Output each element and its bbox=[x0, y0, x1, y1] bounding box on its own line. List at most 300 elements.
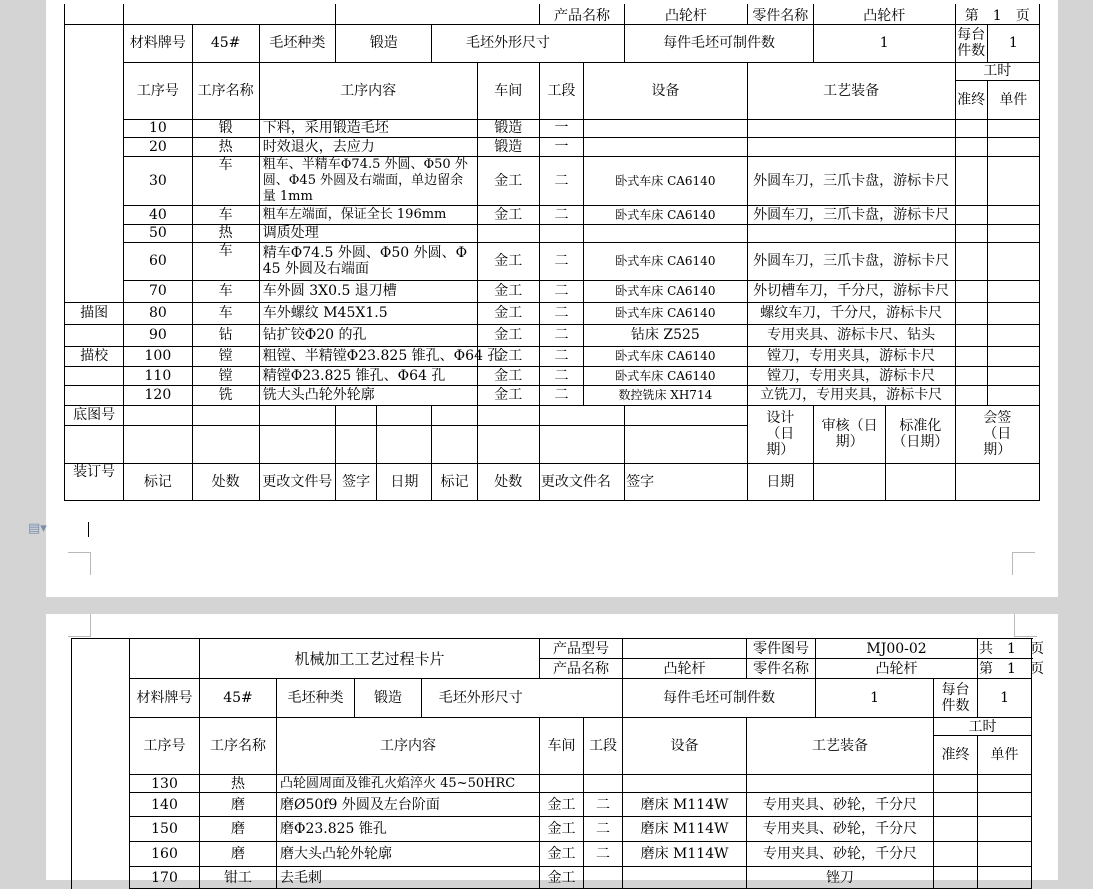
op-equipment: 卧式车床 CA6140 bbox=[584, 366, 748, 385]
op-equipment: 卧式车床 CA6140 bbox=[584, 242, 748, 280]
op-workshop bbox=[540, 775, 584, 793]
header-op-no: 工序号 bbox=[130, 718, 200, 775]
op-section: 二 bbox=[539, 366, 583, 385]
margin-cell bbox=[65, 24, 124, 62]
blank-type-value: 锻造 bbox=[336, 24, 432, 62]
op-unit bbox=[987, 324, 1039, 346]
blank-cell bbox=[124, 425, 192, 463]
op-section: 二 bbox=[584, 793, 623, 817]
op-unit bbox=[987, 242, 1039, 280]
op-workshop: 金工 bbox=[477, 324, 539, 346]
blank-size-label: 毛坯外形尺寸 bbox=[432, 24, 584, 62]
op-prep bbox=[955, 302, 987, 324]
op-no: 160 bbox=[130, 842, 200, 867]
blank-cell bbox=[192, 405, 259, 425]
op-content: 凸轮圆周面及锥孔火焰淬火 45~50HRC bbox=[277, 775, 540, 793]
table-row bbox=[65, 242, 1040, 280]
page-corner-mark bbox=[1014, 614, 1037, 637]
header-prep: 准终 bbox=[955, 80, 987, 119]
product-name-label: 产品名称 bbox=[540, 659, 623, 679]
op-name: 热 bbox=[192, 224, 259, 242]
op-tooling: 专用夹具、游标卡尺、钻头 bbox=[747, 324, 955, 346]
footer-date: 日期 bbox=[377, 463, 432, 500]
blank-size-value bbox=[584, 24, 625, 62]
op-prep bbox=[955, 205, 987, 224]
op-tooling: 外圆车刀，三爪卡盘，游标卡尺 bbox=[747, 205, 955, 224]
op-workshop: 金工 bbox=[540, 867, 584, 889]
margin-cell bbox=[65, 137, 124, 156]
header-unit: 单件 bbox=[987, 80, 1039, 119]
footer-count: 处数 bbox=[192, 463, 259, 500]
op-unit bbox=[978, 842, 1032, 867]
header-workshop: 车间 bbox=[477, 62, 539, 119]
op-content: 磨Ø50f9 外圆及左台阶面 bbox=[277, 793, 540, 817]
op-prep bbox=[934, 817, 978, 842]
header-section: 工段 bbox=[539, 62, 583, 119]
blank-cell bbox=[625, 405, 748, 425]
blank-size-value bbox=[540, 679, 623, 718]
table-row bbox=[72, 817, 1032, 842]
op-no: 40 bbox=[124, 205, 192, 224]
op-no: 100 bbox=[124, 346, 192, 366]
page-number: 第 1 页 bbox=[979, 660, 1044, 677]
op-content: 磨Φ23.825 锥孔 bbox=[277, 817, 540, 842]
part-name-value: 凸轮杆 bbox=[816, 659, 978, 679]
blank-cell bbox=[955, 463, 1039, 500]
header-op-content: 工序内容 bbox=[277, 718, 540, 775]
blank-cell bbox=[886, 463, 955, 500]
op-tooling bbox=[747, 119, 955, 137]
op-workshop: 金工 bbox=[477, 366, 539, 385]
op-tooling bbox=[747, 775, 934, 793]
material-label: 材料牌号 bbox=[124, 24, 192, 62]
op-workshop: 金工 bbox=[540, 817, 584, 842]
op-name: 钳工 bbox=[200, 867, 277, 889]
op-equipment bbox=[584, 137, 748, 156]
per-machine-label: 每台件数 bbox=[955, 24, 987, 62]
op-equipment: 钻床 Z525 bbox=[584, 324, 748, 346]
op-content: 车外圆 3X0.5 退刀槽 bbox=[259, 280, 477, 302]
document-page-2 bbox=[46, 614, 1058, 886]
op-section: 二 bbox=[584, 842, 623, 867]
op-section bbox=[539, 224, 583, 242]
margin-cell bbox=[65, 242, 124, 280]
margin-cell bbox=[65, 205, 124, 224]
op-workshop: 金工 bbox=[477, 242, 539, 280]
op-no: 110 bbox=[124, 366, 192, 385]
blank-cell bbox=[539, 405, 624, 425]
margin-cell bbox=[72, 679, 130, 718]
op-unit bbox=[978, 867, 1032, 889]
op-section: 二 bbox=[539, 324, 583, 346]
margin-cell bbox=[65, 224, 124, 242]
margin-cell bbox=[65, 80, 124, 119]
op-prep bbox=[955, 242, 987, 280]
op-tooling: 立铣刀，专用夹具，游标卡尺 bbox=[747, 385, 955, 405]
table-row bbox=[72, 867, 1032, 889]
table-row bbox=[65, 156, 1040, 205]
op-section bbox=[584, 775, 623, 793]
op-name: 铣 bbox=[192, 385, 259, 405]
blank-type-value: 锻造 bbox=[355, 679, 422, 718]
op-no: 170 bbox=[130, 867, 200, 889]
op-name: 镗 bbox=[192, 346, 259, 366]
side-checking-label: 描校 bbox=[65, 346, 124, 366]
margin-cell bbox=[65, 156, 124, 205]
op-content: 调质处理 bbox=[259, 224, 477, 242]
op-equipment bbox=[623, 775, 747, 793]
blank-cell bbox=[539, 425, 624, 463]
header-op-name: 工序名称 bbox=[200, 718, 277, 775]
table-row bbox=[65, 119, 1040, 137]
product-model-label: 产品型号 bbox=[540, 639, 623, 659]
op-tooling: 外切槽车刀，千分尺，游标卡尺 bbox=[747, 280, 955, 302]
op-section: 一 bbox=[539, 137, 583, 156]
op-name: 热 bbox=[200, 775, 277, 793]
margin-cell bbox=[72, 718, 130, 736]
op-equipment: 卧式车床 CA6140 bbox=[584, 205, 748, 224]
op-content: 精镗Φ23.825 锥孔、Φ64 孔 bbox=[259, 366, 477, 385]
op-section: 二 bbox=[539, 385, 583, 405]
margin-cell bbox=[72, 842, 130, 867]
product-name-label: 产品名称 bbox=[539, 4, 624, 24]
op-unit bbox=[987, 346, 1039, 366]
op-unit bbox=[987, 205, 1039, 224]
side-drawing-label: 描图 bbox=[65, 302, 124, 324]
op-content: 时效退火，去应力 bbox=[259, 137, 477, 156]
table-row bbox=[65, 346, 1040, 366]
op-prep bbox=[934, 842, 978, 867]
per-machine-value: 1 bbox=[978, 679, 1032, 718]
part-name-value: 凸轮杆 bbox=[813, 4, 955, 24]
op-name: 锻 bbox=[192, 119, 259, 137]
blank-cell bbox=[813, 463, 885, 500]
countersign-date-label: 会签（日期） bbox=[955, 405, 1039, 463]
footer-count-2: 处数 bbox=[477, 463, 539, 500]
header-equipment: 设备 bbox=[584, 62, 748, 119]
margin-cell bbox=[65, 119, 124, 137]
op-prep bbox=[955, 119, 987, 137]
op-prep bbox=[955, 137, 987, 156]
op-workshop: 锻造 bbox=[477, 137, 539, 156]
op-no: 60 bbox=[124, 242, 192, 280]
op-name: 车 bbox=[192, 242, 259, 280]
margin-cell bbox=[65, 324, 124, 346]
product-model-value bbox=[623, 639, 747, 659]
op-prep bbox=[955, 346, 987, 366]
op-workshop: 金工 bbox=[540, 793, 584, 817]
blank-type-label: 毛坯种类 bbox=[277, 679, 355, 718]
part-drawing-value: MJ00-02 bbox=[816, 639, 978, 659]
op-workshop: 金工 bbox=[477, 156, 539, 205]
op-equipment: 卧式车床 CA6140 bbox=[584, 302, 748, 324]
op-workshop bbox=[477, 224, 539, 242]
page-corner-mark bbox=[68, 552, 91, 575]
op-content: 下料，采用锻造毛坯 bbox=[259, 119, 477, 137]
per-blank-value: 1 bbox=[816, 679, 934, 718]
header-op-no: 工序号 bbox=[124, 62, 192, 119]
op-section: 二 bbox=[539, 302, 583, 324]
blank-cell bbox=[625, 425, 748, 463]
table-row bbox=[65, 205, 1040, 224]
op-prep bbox=[955, 280, 987, 302]
op-unit bbox=[987, 119, 1039, 137]
op-name: 热 bbox=[192, 137, 259, 156]
header-op-name: 工序名称 bbox=[192, 62, 259, 119]
margin-cell bbox=[65, 425, 124, 463]
table-row bbox=[65, 224, 1040, 242]
logo-cell bbox=[130, 639, 200, 679]
op-tooling bbox=[747, 224, 955, 242]
process-card-table-2 bbox=[71, 638, 1044, 889]
footer-change-doc-2: 更改文件名 bbox=[539, 463, 624, 500]
blank-cell bbox=[377, 425, 432, 463]
footer-mark: 标记 bbox=[124, 463, 192, 500]
op-equipment: 数控铣床 XH714 bbox=[584, 385, 748, 405]
process-card-table-1 bbox=[64, 4, 1040, 501]
header-section: 工段 bbox=[584, 718, 623, 775]
blank-type-label: 毛坯种类 bbox=[259, 24, 335, 62]
footer-sign: 签字 bbox=[336, 463, 377, 500]
op-name: 车 bbox=[192, 280, 259, 302]
table-row bbox=[65, 385, 1040, 405]
product-name-value: 凸轮杆 bbox=[623, 659, 747, 679]
op-content: 粗车左端面，保证全长 196mm bbox=[259, 205, 477, 224]
op-equipment bbox=[623, 867, 747, 889]
op-unit bbox=[978, 775, 1032, 793]
op-name: 镗 bbox=[192, 366, 259, 385]
header-hours: 工时 bbox=[955, 62, 1039, 80]
footer-mark-2: 标记 bbox=[432, 463, 477, 500]
op-prep bbox=[934, 775, 978, 793]
material-value: 45# bbox=[192, 24, 259, 62]
op-equipment bbox=[584, 224, 748, 242]
op-tooling: 专用夹具、砂轮，千分尺 bbox=[747, 793, 934, 817]
op-workshop: 金工 bbox=[477, 385, 539, 405]
table-row bbox=[65, 302, 1040, 324]
table-row bbox=[72, 842, 1032, 867]
op-content: 磨大头凸轮外轮廓 bbox=[277, 842, 540, 867]
blank-size-label: 毛坯外形尺寸 bbox=[422, 679, 540, 718]
table-row bbox=[65, 366, 1040, 385]
op-name: 磨 bbox=[200, 793, 277, 817]
blank-cell bbox=[192, 425, 259, 463]
margin-cell bbox=[72, 867, 130, 889]
side-binding-no-label: 装订号 bbox=[65, 463, 124, 500]
op-unit bbox=[987, 302, 1039, 324]
product-name-value: 凸轮杆 bbox=[625, 4, 748, 24]
per-blank-label: 每件毛坯可制件数 bbox=[623, 679, 816, 718]
header-tooling: 工艺装备 bbox=[747, 718, 934, 775]
op-workshop: 锻造 bbox=[477, 119, 539, 137]
op-section bbox=[584, 867, 623, 889]
op-tooling: 专用夹具、砂轮，千分尺 bbox=[747, 842, 934, 867]
op-name: 钻 bbox=[192, 324, 259, 346]
op-unit bbox=[987, 385, 1039, 405]
card-title: 机械加工工艺过程卡片 bbox=[200, 639, 540, 679]
op-prep bbox=[955, 385, 987, 405]
op-content: 钻扩铰Φ20 的孔 bbox=[259, 324, 477, 346]
op-no: 30 bbox=[124, 156, 192, 205]
footer-sign-2: 签字 bbox=[625, 463, 748, 500]
op-unit bbox=[987, 156, 1039, 205]
margin-cell bbox=[65, 366, 124, 385]
table-row bbox=[65, 137, 1040, 156]
op-tooling: 专用夹具、砂轮，千分尺 bbox=[747, 817, 934, 842]
header-hours: 工时 bbox=[934, 718, 1032, 736]
margin-cell bbox=[65, 4, 124, 24]
op-section: 二 bbox=[539, 242, 583, 280]
margin-cell bbox=[72, 639, 130, 679]
op-no: 90 bbox=[124, 324, 192, 346]
material-label: 材料牌号 bbox=[130, 679, 200, 718]
page-corner-mark bbox=[1012, 552, 1035, 575]
table-row bbox=[65, 280, 1040, 302]
op-unit bbox=[978, 793, 1032, 817]
op-unit bbox=[978, 817, 1032, 842]
paragraph-mark-icon[interactable]: ▤▾ bbox=[28, 521, 47, 536]
blank-cell bbox=[259, 425, 335, 463]
table-row bbox=[72, 775, 1032, 793]
op-equipment: 卧式车床 CA6140 bbox=[584, 280, 748, 302]
op-no: 20 bbox=[124, 137, 192, 156]
header-workshop: 车间 bbox=[540, 718, 584, 775]
op-unit bbox=[987, 280, 1039, 302]
op-prep bbox=[934, 867, 978, 889]
op-unit bbox=[987, 137, 1039, 156]
per-blank-label: 每件毛坯可制件数 bbox=[625, 24, 814, 62]
header-unit: 单件 bbox=[978, 736, 1032, 775]
part-name-label: 零件名称 bbox=[747, 4, 813, 24]
op-section: 一 bbox=[539, 119, 583, 137]
per-machine-value: 1 bbox=[987, 24, 1039, 62]
op-name: 磨 bbox=[200, 842, 277, 867]
blank-cell bbox=[432, 405, 477, 425]
op-content: 精车Φ74.5 外圆、Φ50 外圆、Φ45 外圆及右端面 bbox=[259, 242, 477, 280]
total-pages: 共 1 页 bbox=[979, 640, 1044, 657]
op-section: 二 bbox=[539, 156, 583, 205]
blank-cell bbox=[124, 405, 192, 425]
blank-cell bbox=[336, 4, 540, 24]
part-drawing-label: 零件图号 bbox=[747, 639, 816, 659]
op-tooling: 锉刀 bbox=[747, 867, 934, 889]
op-workshop: 金工 bbox=[540, 842, 584, 867]
blank-cell bbox=[477, 425, 539, 463]
op-prep bbox=[955, 366, 987, 385]
per-machine-label: 每台件数 bbox=[934, 679, 978, 718]
margin-cell bbox=[72, 817, 130, 842]
page-number: 第 1 页 bbox=[955, 4, 1039, 24]
blank-cell bbox=[432, 425, 477, 463]
side-base-no-label: 底图号 bbox=[65, 405, 124, 425]
table-row bbox=[65, 324, 1040, 346]
margin-cell bbox=[72, 736, 130, 775]
header-op-content: 工序内容 bbox=[259, 62, 477, 119]
op-content: 粗车、半精车Φ74.5 外圆、Φ50 外圆、Φ45 外圆及右端面，单边留余量 1mm bbox=[259, 156, 477, 205]
op-tooling bbox=[747, 137, 955, 156]
op-prep bbox=[955, 324, 987, 346]
op-no: 140 bbox=[130, 793, 200, 817]
op-section: 二 bbox=[584, 817, 623, 842]
op-content: 铣大头凸轮外轮廓 bbox=[259, 385, 477, 405]
op-name: 车 bbox=[192, 205, 259, 224]
op-section: 二 bbox=[539, 346, 583, 366]
margin-cell bbox=[65, 385, 124, 405]
header-prep: 准终 bbox=[934, 736, 978, 775]
op-content: 粗镗、半精镗Φ23.825 锥孔、Φ64 孔 bbox=[259, 346, 477, 366]
op-unit bbox=[987, 366, 1039, 385]
op-no: 50 bbox=[124, 224, 192, 242]
op-no: 10 bbox=[124, 119, 192, 137]
op-prep bbox=[955, 156, 987, 205]
op-no: 70 bbox=[124, 280, 192, 302]
blank-cell bbox=[336, 405, 377, 425]
op-equipment: 磨床 M114W bbox=[623, 842, 747, 867]
margin-cell bbox=[65, 280, 124, 302]
op-no: 130 bbox=[130, 775, 200, 793]
footer-date-2: 日期 bbox=[747, 463, 813, 500]
op-workshop: 金工 bbox=[477, 302, 539, 324]
op-workshop: 金工 bbox=[477, 346, 539, 366]
footer-change-doc: 更改文件号 bbox=[259, 463, 335, 500]
material-value: 45# bbox=[200, 679, 277, 718]
op-workshop: 金工 bbox=[477, 280, 539, 302]
blank-cell bbox=[377, 405, 432, 425]
review-date-label: 审核（日期） bbox=[813, 405, 885, 463]
op-equipment bbox=[584, 119, 748, 137]
margin-cell bbox=[72, 793, 130, 817]
op-name: 车 bbox=[192, 156, 259, 205]
op-tooling: 镗刀，专用夹具，游标卡尺 bbox=[747, 366, 955, 385]
op-tooling: 外圆车刀，三爪卡盘，游标卡尺 bbox=[747, 242, 955, 280]
op-tooling: 外圆车刀，三爪卡盘，游标卡尺 bbox=[747, 156, 955, 205]
blank-cell bbox=[259, 405, 335, 425]
header-tooling: 工艺装备 bbox=[747, 62, 955, 119]
per-blank-value: 1 bbox=[813, 24, 955, 62]
op-no: 150 bbox=[130, 817, 200, 842]
op-content: 去毛刺 bbox=[277, 867, 540, 889]
standard-date-label: 标准化（日期） bbox=[886, 405, 955, 463]
part-name-label: 零件名称 bbox=[747, 659, 816, 679]
title-cell bbox=[124, 4, 336, 24]
op-unit bbox=[987, 224, 1039, 242]
op-section: 二 bbox=[539, 205, 583, 224]
op-workshop: 金工 bbox=[477, 205, 539, 224]
margin-cell bbox=[72, 775, 130, 793]
table-row bbox=[72, 793, 1032, 817]
op-section: 二 bbox=[539, 280, 583, 302]
op-equipment: 磨床 M114W bbox=[623, 817, 747, 842]
text-cursor bbox=[88, 522, 89, 537]
blank-cell bbox=[477, 405, 539, 425]
op-tooling: 镗刀，专用夹具，游标卡尺 bbox=[747, 346, 955, 366]
op-equipment: 卧式车床 CA6140 bbox=[584, 156, 748, 205]
header-equipment: 设备 bbox=[623, 718, 747, 775]
op-prep bbox=[955, 224, 987, 242]
op-equipment: 磨床 M114W bbox=[623, 793, 747, 817]
op-content: 车外螺纹 M45X1.5 bbox=[259, 302, 477, 324]
op-name: 车 bbox=[192, 302, 259, 324]
op-no: 120 bbox=[124, 385, 192, 405]
margin-cell bbox=[65, 62, 124, 80]
design-date-label: 设计（日期） bbox=[747, 405, 813, 463]
op-tooling: 螺纹车刀，千分尺，游标卡尺 bbox=[747, 302, 955, 324]
op-equipment: 卧式车床 CA6140 bbox=[584, 346, 748, 366]
op-no: 80 bbox=[124, 302, 192, 324]
op-name: 磨 bbox=[200, 817, 277, 842]
blank-cell bbox=[336, 425, 377, 463]
page-corner-mark bbox=[68, 614, 91, 637]
